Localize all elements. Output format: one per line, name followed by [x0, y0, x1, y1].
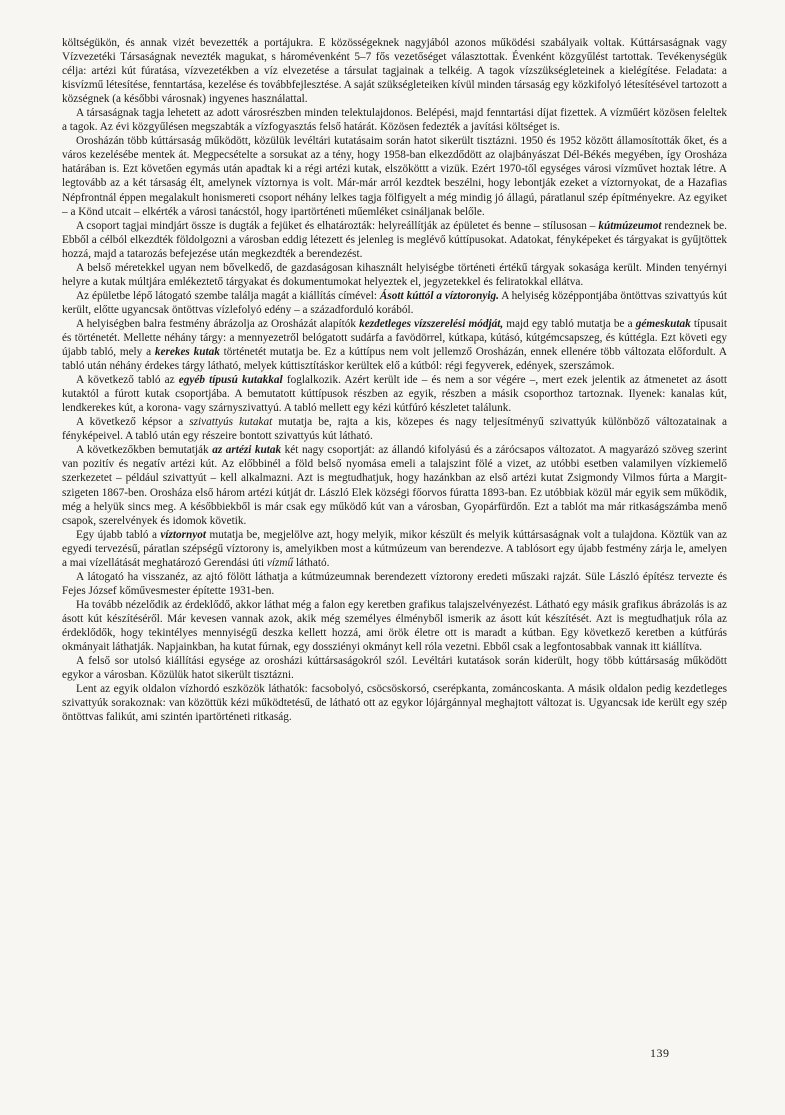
emphasis-text: Ásott kúttól a víztoronyig.	[379, 289, 499, 302]
paragraph: A csoport tagjai mindjárt össze is dugták a fejüket és elhatározták: helyreállítják az épületet és benne – stílusosan – kútmúzeumot rendeznek be. Ebből a célból elkezdték földolgozni a városban eddig létezett és jelenleg is meglévő kúttípusokat. Adatokat, fényképeket és tárgyakat is gyűjtöttek hozzá, majd a tatarozás befejezése után megkezdték a berendezést.	[62, 219, 727, 260]
paragraph: A látogató ha visszanéz, az ajtó fölött láthatja a kútmúzeumnak berendezett víztorony eredeti műszaki rajzát. Süle László építész tervezte és Fejes József kőművesmester építette 1931-ben.	[62, 570, 727, 597]
paragraph: A belső méretekkel ugyan nem bővelkedő, de gazdaságosan kihasznált helyiségbe történeti értékű tárgyak sokasága került. Minden tenyérnyi helyre a kutak múltjára emlékeztető tárgyakat és dokumentumokat helyeztek el, jegyzetekkel és feliratokkal ellátva.	[62, 261, 727, 288]
page-number: 139	[650, 1046, 670, 1060]
italic-text: szivattyús kutakat	[189, 416, 273, 429]
paragraph: Az épületbe lépő látogató szembe találja magát a kiállítás címével: Ásott kúttól a víztoronyig. A helyiség középpontjába öntöttvas szivattyús kút került, előtte ugyancsak öntöttvas vízlefolyó edény – a századforduló korából.	[62, 289, 727, 316]
paragraph: A felső sor utolsó kiállítási egysége az orosházi kúttársaságokról szól. Levéltári kutatások során kiderült, hogy több kúttársaság működött egykor a városban. Közülük hatot sikerült tisztázni.	[62, 655, 727, 682]
emphasis-text: kezdetleges vízszerelési módját,	[359, 317, 504, 330]
paragraph: A társaságnak tagja lehetett az adott városrészben minden telektulajdonos. Belépési, majd fenntartási díjat fizettek. A vízműért közösen feleltek a tagok. Az évi közgyűlésen megszabták a vízfogyasztás felső határát. Közösen fedezték a javítási költséget is.	[62, 107, 727, 134]
emphasis-text: víztornyot	[160, 528, 207, 541]
paragraph: költségükön, és annak vizét bevezették a portájukra. E közösségeknek nagyjából azonos működési szabályaik voltak. Kúttársaságnak vagy Vízvezetéki Társaságnak nevezték magukat, s háromévenként 5–7 fős vezetőséget választottak. Évenként közgyűlést tartottak. Tevékenységük célja: artézi kút fúratása, vízvezetékben a víz elvezetése a társulat tagjainak a telkéig. A tagok vízszükségleteinek a kielégítése. Feladata: a kisvízmű létesítése, fenntartása, kezelése és továbbfejlesztése. A saját szükségleteiken kívül minden társaság egy közkifolyó létesítésével tartozott a községnek (a későbbi városnak) ingyenes használattal.	[62, 37, 727, 106]
paragraph: A következő tabló az egyéb típusú kutakkal foglalkozik. Azért került ide – és nem a sor végére –, mert ezek jelentik az átmenetet az ásott kutaktól a fúrott kutak csoportjába. A bemutatott kúttípusok részben az egyik, részben a másik csoporthoz tartoznak. Ilyenek: kanalas kút, lendkerekes kút, a korona- vagy szárnyszivattyú. A tabló mellett egy kézi kútfúró készletet találunk.	[62, 374, 728, 415]
emphasis-text: kútmúzeumot	[598, 219, 662, 232]
paragraph: Ha tovább nézelődik az érdeklődő, akkor láthat még a falon egy keretben grafikus talajszelvényezést. Látható egy másik grafikus ábrázolás is az ásott kút készítéséről. Már kevesen vannak azok, akik még személyes élményből ismerik az ásott kút készítését. Azt is megtudhatjuk róla az érdeklődők, hogy tekintélyes mennyiségű deszka kellett hozzá, ami örök életre ott is maradt a kútban. Egy következő keretben a kútfúrás okmányait láthatják. Napjainkban, ha kutat fúrnak, egy dossziényi okmányt kell róla vezetni. Ebből csak a legfontosabbak vannak itt kiállítva.	[62, 598, 727, 654]
body-text	[62, 36, 727, 724]
paragraph: Orosházán több kúttársaság működött, közülük levéltári kutatásaim során hatot sikerült tisztázni. 1950 és 1952 között államosították őket, és a város kezelésébe mentek át. Megpecsételte a sorsukat az a tény, hogy 1958-ban elkezdődött az olajbányászat Dél-Békés megyében, így Orosháza határában is. Ezt követően egymás után apadtak ki a régi artézi kutak, elszököttt a vizük. Ezért 1970-től egységes városi vízművet hoztak létre. A legtovább az a két társaság élt, amelynek víztornya is volt. Már-már arról kezdtek beszélni, hogy lebontják ezeket a víztornyokat, de a Hazafias Népfrontnál éppen megalakult honismereti csoport néhány lelkes tagja fölfigyelt a még mindig jó állagú, páratlanul szép építményekre. Az egyiket – a Könd utcait – elkérték a városi tanácstól, hogy ipartörténeti műemléket csináljanak belőle.	[62, 135, 727, 218]
paragraph: A helyiségben balra festmény ábrázolja az Orosházát alapítók kezdetleges vízszerelési módját, majd egy tabló mutatja be a gémeskutak típusait és történetét. Mellette néhány tárgy: a mennyezetről belógatott sudárfa a favödörrel, kútkapa, kútásó, kútgémcsapszeg, és kúttégla. Ezt követi egy újabb tabló, mely a kerekes kutak történetét mutatja be. Ez a kúttípus nem volt jellemző Orosházán, ennek ellenére több változata előfordult. A tabló után néhány érdekes tárgy látható, melyek kúttisztításkor kerültek elő a kútból: régi fegyverek, edények, szerszámok.	[62, 317, 727, 373]
emphasis-text: egyéb típusú kutakkal	[178, 374, 283, 387]
paragraph: A következő képsor a szivattyús kutakat mutatja be, rajta a kis, közepes és nagy teljesítményű szivattyúk különböző változatainak a fényképeivel. A tabló után egy részeire bontott szivattyús kút látható.	[62, 416, 727, 443]
paragraph: Lent az egyik oldalon vízhordó eszközök láthatók: facsobolyó, csöcsöskorsó, cserépkanta, zománcoskanta. A másik oldalon pedig kezdetleges szivattyúk sorakoznak: van közöttük kézi működtetésű, de látható ott az egykor lójárgánnyal meghajtott változat is. Ugyancsak ide került egy szép öntöttvas falikút, ami szintén ipartörténeti ritkaság.	[62, 683, 727, 724]
paragraph: A következőkben bemutatják az artézi kutak két nagy csoportját: az állandó kifolyású és a zárócsapos változatot. A magyarázó szöveg szerint van pozitív és negatív artézi kút. Az előbbinél a föld belső nyomása emeli a talajszint fölé a vizet, az utóbbi esetben valamilyen vízkiemelő szerkezetet – például szivattyút – kell alkalmazni. Azt is megtudhatjuk, hogy hazánkban az első artézi kutat Zsigmondy Vilmos fúrta a Margit-szigeten 1867-ben. Orosháza első három artézi kútját dr. László Elek községi főorvos fúratta 1893-ban. Ez utóbbiak közül már egyik sem működik, még a helyük sincs meg. A későbbiekből is már csak egy működő kút van a városban, Gyopárfürdőn. Ezt a tablót ma már ritkaságszámba menő csapok, szerelvények és idomok követik.	[62, 444, 727, 527]
emphasis-text: az artézi kutak	[212, 444, 282, 457]
italic-text: vízmű	[266, 556, 294, 569]
emphasis-text: gémeskutak	[635, 317, 691, 330]
emphasis-text: kerekes kutak	[154, 346, 220, 359]
paragraph: Egy újabb tabló a víztornyot mutatja be, megjelölve azt, hogy melyik, mikor készült és melyik kúttársaságnak volt a tulajdona. Köztük van az egyedi tervezésű, páratlan szépségű víztorony is, amelyikben most a kútmúzeum van berendezve. A tablósort egy újabb festmény zárja le, amelyen a mai vízellátását meghatározó Gerendási úti vízmű látható.	[62, 528, 727, 569]
